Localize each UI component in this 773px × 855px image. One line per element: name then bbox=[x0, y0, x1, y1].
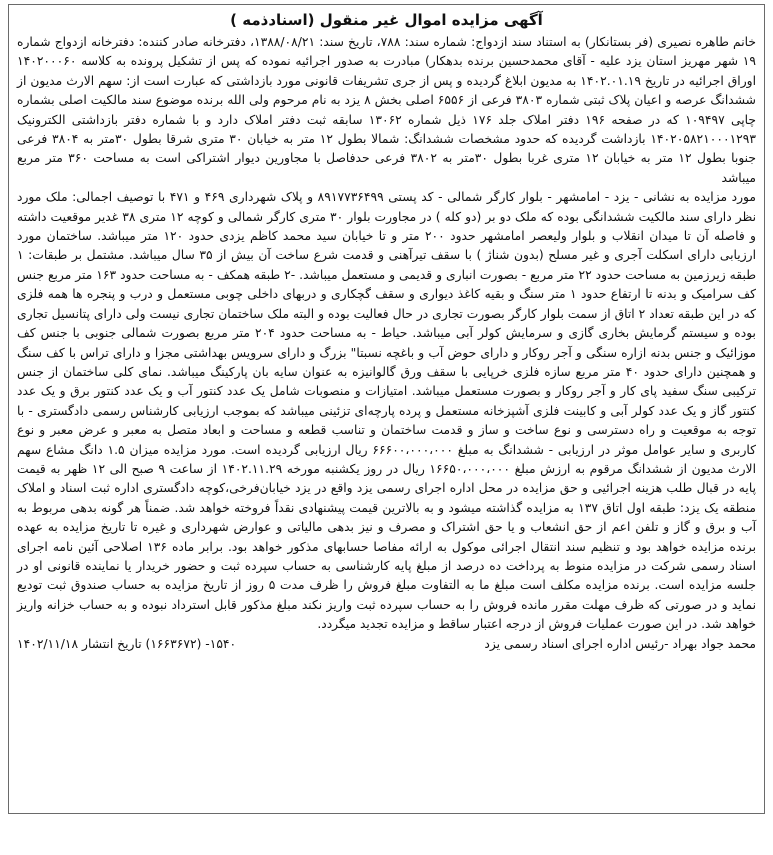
notice-paragraph-1: خانم طاهره نصیری (فر بستانکار) به استناد سند ازدواج: شماره سند: ۷۸۸، تاریخ سند: ۱۳۸۸/۰۸/۲۱، دفترخانه صادر کننده: دفترخانه ازدواج شماره ۱۹ شهر مهریز استان یزد علیه - آقای محمدحسین برنده بدهکار) مبادرت به صدور اجرائیه نموده که پس از تشکیل پرونده به کلاسه ۱۴۰۲۰۰۰۶۰ اوراق اجرائیه در تاریخ ۱۴۰۲.۰۱.۱۹ به مدیون ابلاغ گردیده و پس از جری تشریفات قانونی مورد بازداشتی که عبارت است از: سهم الارث مدیون از ششدانگ عرصه و اعیان پلاک ثبتی شماره ۳۸۰۳ فرعی از ۶۵۵۶ اصلی بخش ۸ یزد به نام مرحوم ولی الله برنده موضوع سند مالکیت اصلی بشماره چاپی ۱۰۹۴۹۷ که در صفحه ۱۹۶ دفتر املاک جلد ۱۷۶ ذیل شماره ۱۳۰۶۲ سابقه ثبت دفتر املاک دارد و با شماره دفتر بازداشتی الکترونیک ۱۴۰۲۰۵۸۲۱۰۰۰۱۲۹۳ بازداشت گردیده که حدود مشخصات ششدانگ: شمالا بطول ۱۲ متر به خیابان ۳۰ متری شرقا بطول ۳۰متر به ۳۸۰۴ فرعی جنوبا بطول ۱۲ متر به خیابان ۱۲ متری غربا بطول ۳۰متر به ۳۸۰۲ فرعی حدفاصل با مجاورین دیوار اشتراکی است به مساحت ۳۶۰ متر مربع میباشد bbox=[17, 35, 756, 185]
signature-line: محمد جواد بهراد -رئیس اداره اجرای اسناد رسمی یزد bbox=[484, 636, 756, 651]
auction-notice bbox=[8, 4, 765, 814]
notice-paragraph-2: مورد مزایده به نشانی - یزد - امامشهر - بلوار کارگر شمالی - کد پستی ۸۹۱۷۷۳۶۴۹۹ و پلاک شهرداری ۴۶۹ و ۴۷۱ با توصیف اجمالی: ملک مورد نظر دارای سند مالکیت ششدانگی بوده که ملک دو بر (دو کله ) در مجاورت بلوار ۳۰ متری کارگر شمالی و کوچه ۱۲ متری ۳۸ غدیر موقعیت داشته و فاصله آن تا میدان انقلاب و بلوار ولیعصر امامشهر حدود ۲۰۰ متر و تا خیابان سید محمد کاظم یزدی حدود ۱۲۰ متر میباشد. ساختمان مورد ارزیابی دارای اسکلت آجری و غیر مسلح (بدون شناژ ) با سقف تیرآهنی و قدمت شرع ساخت آن بیش از ۳۵ سال میباشد. مشتمل بر طبقات: ۱ طبقه زیرزمین به مساحت حدود ۲۲ متر مربع - بصورت انباری و قدیمی و مستعمل میباشد. -۲ طبقه همکف - به مساحت حدود ۱۶۳ متر مربع جنس کف سرامیک و بدنه تا ارتفاع حدود ۱ متر سنگ و بقیه کاغذ دیواری و سقف گچکاری و دربهای داخلی چوبی مستعمل و درب و پنجره ها همه فلزی که در این طبقه تعداد ۲ اتاق از سمت بلوار کارگر بصورت تجاری در حال فعالیت بوده و البته ملک ساختمان تجاری نیست ولی دارای پتانسیل تجاری بوده و سیستم گرمایش بخاری گازی و سرمایش کولر آبی میباشد. حیاط - به مساحت حدود ۲۰۴ متر مربع بصورت شمالی جنوبی با جنس کف موزائیک و جنس بدنه ازاره سنگی و آجر روکار و دارای حوض آب و باغچه نسبتا" بزرگ و دارای سرویس بهداشتی مجزا و دارای تراس با کف سنگ و همچنین دارای حدود ۴۰ متر مربع سازه فلزی خرپایی با سقف ورق گالوانیزه به عنوان سایه بان پارکینگ میباشد. نمای کلی ساختمان از جنس ترکیبی سنگ سفید پای کار و آجر روکار و بصورت مستعمل میباشد. امتیازات و منصوبات شامل یک عدد کنتور آب و یک عدد کنتور برق و یک عدد کنتور گاز و یک عدد کولر آبی و کابینت فلزی آشپزخانه مستعمل و پرده پارچه‌ای تزئینی میباشد که بموجب ارزیابی کارشناس رسمی دادگستری - با توجه به موقعیت و راه دسترسی و نوع ساخت و ساز و قدمت ساختمان و تناسب قطعه و مساحت و ابعاد متصل به معبر و عرض معبر و نوع کاربری و سایر عوامل موثر در ارزیابی - ششدانگ به مبلغ ۶۶۶۰۰،۰۰۰،۰۰۰ ریال ارزیابی گردیده است. مورد مزایده میزان ۱.۵ دانگ مشاع سهم الارث مدیون از ششدانگ مرقوم به ارزش مبلغ ۱۶۶۵۰،۰۰۰،۰۰۰ ریال در روز یکشنبه مورخه ۱۴۰۲.۱۱.۲۹ از ساعت ۹ صبح الی ۱۲ ظهر به قیمت پایه در قبال طلب هزینه اجرائیی و حق مزایده در محل اداره اجرای رسمی یزد واقع در یزد خیابان‌فرخی،کوچه دادگستری اداره ثبت اسناد و املاک منطقه یک یزد: طبقه اول اتاق ۱۳۷ به مزایده گذاشته میشود و به بالاترین قیمت پیشنهادی نقداً فروخته خواهد شد. ضمناً هر گونه بدهی مربوط به آب و برق و گاز و تلفن اعم از حق انشعاب و یا حق اشتراک و مصرف و نیز بدهی مالیاتی و عوارض شهرداری و غیره تا تاریخ مزایده به عهده برنده مزایده خواهد بود و تنظیم سند انتقال اجرائی موکول به ارائه مفاصا حسابهای مذکور خواهد بود. برابر ماده ۱۳۶ اصلاحی آئین نامه اجرای اسناد رسمی شرکت در مزایده منوط به پرداخت ده درصد از مبلغ پایه کارشناسی به حساب سپرده ثبت و حضور خریدار یا نماینده قانونی او در جلسه مزایده است. برنده مزایده مکلف است مبلغ ما به التفاوت مبلغ فروش را ظرف مدت ۵ روز از تاریخ مزایده به حساب صندوق ثبت تودیع نماید و در صورتی که ظرف مهلت مقرر مانده فروش را به حساب سپرده ثبت واریز نکند مبلغ مذکور قابل استرداد نبوده و به حساب خزانه واریز خواهد شد. در این صورت عملیات فروش از درجه اعتبار ساقط و مزایده تجدید میگردد. bbox=[17, 190, 757, 632]
publication-line: ۱۵۴۰- (۱۶۶۳۶۷۲) تاریخ انتشار ۱۴۰۲/۱۱/۱۸ bbox=[17, 636, 237, 651]
notice-footer bbox=[17, 635, 756, 654]
notice-title: آگهی مزایده اموال غیر منقول (اسنادذمه ) bbox=[230, 11, 543, 29]
